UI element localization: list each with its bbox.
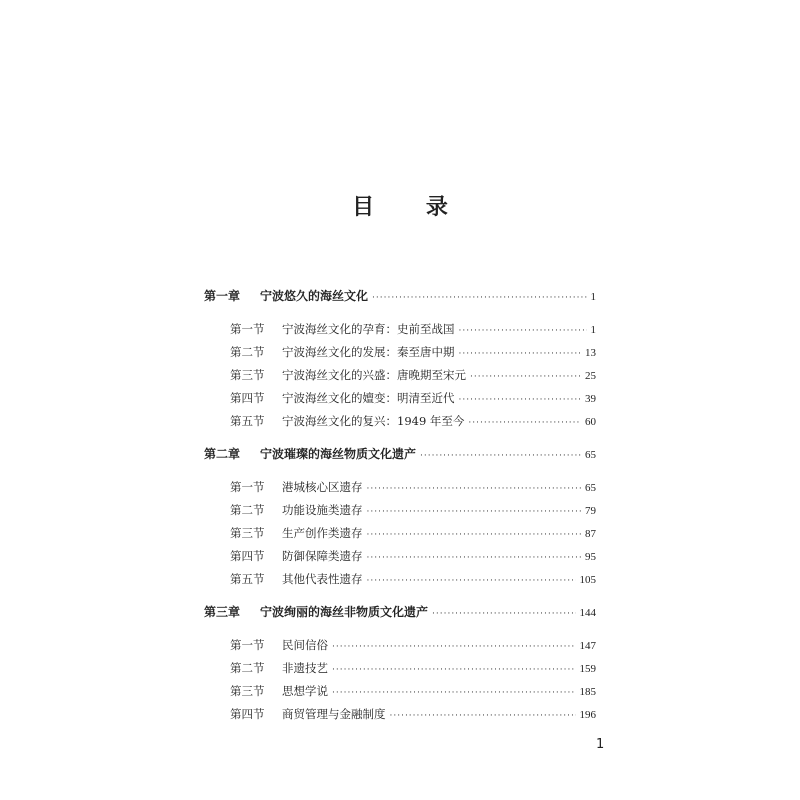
toc-chapter-1[interactable] bbox=[204, 285, 596, 307]
toc-section[interactable] bbox=[230, 410, 596, 432]
section-title: 宁波海丝文化的兴盛：唐晚期至宋元 bbox=[282, 368, 466, 382]
section-title: 思想学说 bbox=[282, 684, 328, 698]
page-number: 185 bbox=[579, 686, 596, 698]
page-number: 147 bbox=[579, 640, 596, 652]
section-title: 生产创作类遗存 bbox=[282, 526, 363, 540]
dot-leader bbox=[432, 603, 575, 625]
page-number: 13 bbox=[585, 347, 596, 359]
section-title: 防御保障类遗存 bbox=[282, 549, 363, 563]
section-title: 功能设施类遗存 bbox=[282, 503, 363, 517]
chapter-title: 宁波璀璨的海丝物质文化遗产 bbox=[260, 447, 417, 461]
toc-section[interactable] bbox=[230, 364, 596, 386]
chapter-title: 宁波绚丽的海丝非物质文化遗产 bbox=[260, 605, 429, 619]
dot-leader bbox=[459, 389, 582, 411]
page-number: 1 bbox=[590, 324, 596, 336]
page-number: 144 bbox=[579, 607, 596, 619]
section-title: 非遗技艺 bbox=[282, 661, 328, 675]
section-label: 第五节 bbox=[230, 572, 265, 586]
page-number: 60 bbox=[585, 416, 596, 428]
toc-section[interactable] bbox=[230, 476, 596, 498]
page-number: 159 bbox=[579, 663, 596, 675]
section-label: 第一节 bbox=[230, 638, 265, 652]
section-title: 港城核心区遗存 bbox=[282, 480, 363, 494]
page-number: 39 bbox=[585, 393, 596, 405]
chapter-label: 第一章 bbox=[204, 289, 241, 303]
section-label: 第二节 bbox=[230, 345, 265, 359]
toc-section[interactable] bbox=[230, 499, 596, 521]
toc-section[interactable] bbox=[230, 568, 596, 590]
page-number: 95 bbox=[585, 551, 596, 563]
dot-leader bbox=[459, 320, 587, 342]
dot-leader bbox=[367, 570, 576, 592]
page-number: 105 bbox=[579, 574, 596, 586]
dot-leader bbox=[367, 524, 582, 546]
section-label: 第三节 bbox=[230, 368, 265, 382]
toc-chapter-2[interactable] bbox=[204, 443, 596, 465]
page-number: 196 bbox=[579, 709, 596, 721]
dot-leader bbox=[372, 287, 586, 309]
folio-page-number: 1 bbox=[596, 737, 605, 752]
toc-section[interactable] bbox=[230, 657, 596, 679]
section-label: 第二节 bbox=[230, 661, 265, 675]
section-label: 第一节 bbox=[230, 322, 265, 336]
page-number: 65 bbox=[585, 482, 596, 494]
toc-chapter-3[interactable] bbox=[204, 601, 596, 623]
chapter-label: 第二章 bbox=[204, 447, 241, 461]
toc-section[interactable] bbox=[230, 522, 596, 544]
page-number: 79 bbox=[585, 505, 596, 517]
toc-section[interactable] bbox=[230, 545, 596, 567]
page-number: 25 bbox=[585, 370, 596, 382]
section-label: 第四节 bbox=[230, 391, 265, 405]
section-label: 第二节 bbox=[230, 503, 265, 517]
section-label: 第四节 bbox=[230, 707, 265, 721]
dot-leader bbox=[468, 412, 581, 434]
dot-leader bbox=[367, 547, 582, 569]
dot-leader bbox=[420, 445, 581, 467]
toc-section[interactable] bbox=[230, 634, 596, 656]
dot-leader bbox=[332, 636, 576, 658]
dot-leader bbox=[332, 682, 576, 704]
toc-section[interactable] bbox=[230, 387, 596, 409]
page-title: 目 录 bbox=[352, 194, 470, 220]
toc-section[interactable] bbox=[230, 318, 596, 340]
toc-section[interactable] bbox=[230, 341, 596, 363]
section-title: 民间信俗 bbox=[282, 638, 328, 652]
section-label: 第三节 bbox=[230, 684, 265, 698]
page-number: 65 bbox=[585, 449, 596, 461]
dot-leader bbox=[459, 343, 582, 365]
page-number: 1 bbox=[590, 291, 596, 303]
section-title: 宁波海丝文化的发展：秦至唐中期 bbox=[282, 345, 455, 359]
dot-leader bbox=[332, 659, 576, 681]
section-label: 第一节 bbox=[230, 480, 265, 494]
section-title: 宁波海丝文化的孕育：史前至战国 bbox=[282, 322, 455, 336]
section-title: 宁波海丝文化的嬗变：明清至近代 bbox=[282, 391, 455, 405]
dot-leader bbox=[367, 478, 582, 500]
section-title: 商贸管理与金融制度 bbox=[282, 707, 386, 721]
section-title: 宁波海丝文化的复兴：1949 年至今 bbox=[282, 414, 465, 428]
section-label: 第四节 bbox=[230, 549, 265, 563]
toc-section[interactable] bbox=[230, 680, 596, 702]
section-label: 第三节 bbox=[230, 526, 265, 540]
dot-leader bbox=[367, 501, 582, 523]
dot-leader bbox=[390, 705, 576, 727]
page-number: 87 bbox=[585, 528, 596, 540]
toc-section[interactable] bbox=[230, 703, 596, 725]
section-label: 第五节 bbox=[230, 414, 265, 428]
chapter-title: 宁波悠久的海丝文化 bbox=[260, 289, 369, 303]
chapter-label: 第三章 bbox=[204, 605, 241, 619]
dot-leader bbox=[470, 366, 581, 388]
section-title: 其他代表性遗存 bbox=[282, 572, 363, 586]
